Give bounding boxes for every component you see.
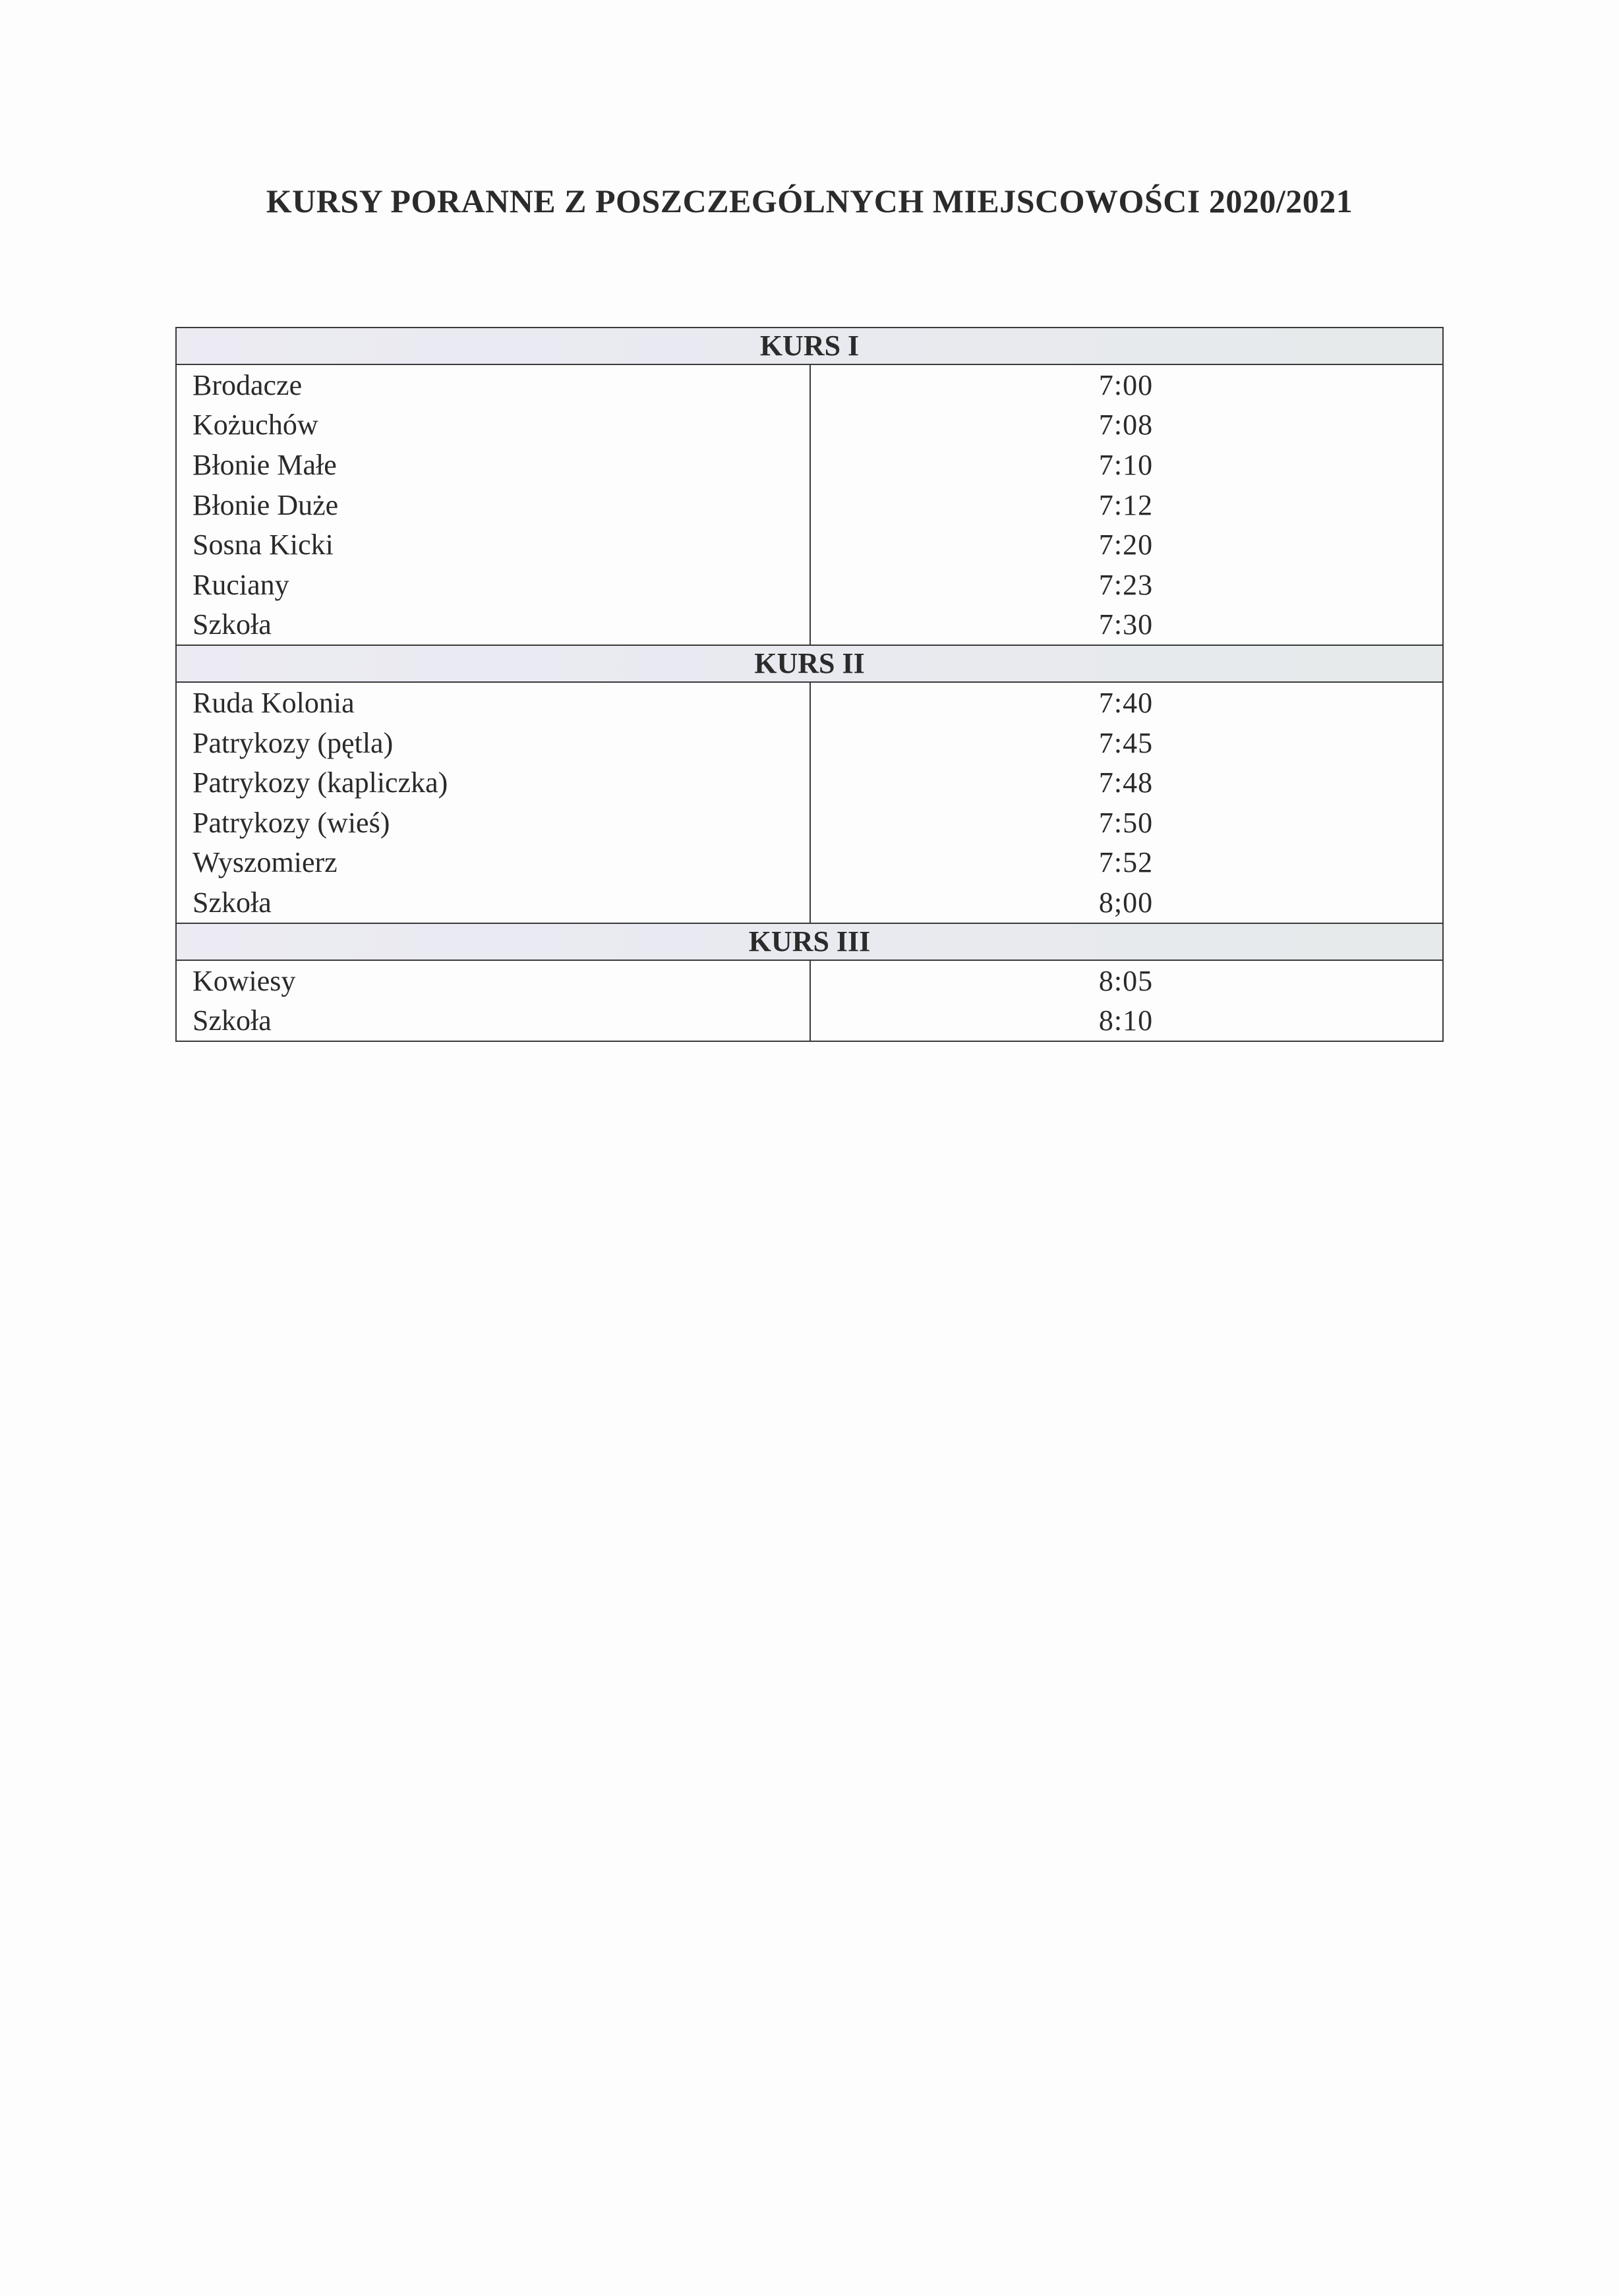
table-row — [177, 762, 1442, 803]
course-header: KURS I — [177, 328, 1442, 365]
stop-place: Wyszomierz — [192, 846, 338, 879]
course-header: KURS III — [177, 923, 1442, 961]
stop-place: Patrykozy (kapliczka) — [192, 766, 448, 799]
table-row — [177, 365, 1442, 405]
stop-place: Sosna Kicki — [192, 529, 334, 561]
stop-place: Brodacze — [192, 368, 303, 401]
table-row — [177, 961, 1442, 1001]
stop-time: 7:20 — [1098, 529, 1154, 561]
table-row — [177, 843, 1442, 883]
stop-time: 7:45 — [1098, 726, 1154, 759]
course-rows — [177, 683, 1442, 923]
stop-time: 7:10 — [1098, 448, 1154, 481]
table-row — [177, 445, 1442, 485]
stop-place: Szkoła — [192, 1004, 272, 1037]
table-row — [177, 605, 1442, 645]
stop-time: 7:52 — [1098, 846, 1154, 879]
stop-place: Ruda Kolonia — [192, 686, 355, 719]
stop-time: 7:50 — [1098, 806, 1154, 839]
stop-time: 7:00 — [1098, 368, 1154, 401]
table-row — [177, 565, 1442, 605]
table-row — [177, 803, 1442, 843]
stop-place: Ruciany — [192, 568, 289, 601]
stop-place: Błonie Małe — [192, 448, 337, 481]
course-rows — [177, 961, 1442, 1041]
stop-time: 7:08 — [1098, 409, 1154, 442]
stop-place: Kowiesy — [192, 964, 296, 997]
stop-time: 7:23 — [1098, 568, 1154, 601]
page-title: KURSY PORANNE Z POSZCZEGÓLNYCH MIEJSCOWOŚCI 2020/2021 — [266, 183, 1353, 219]
course-rows — [177, 365, 1442, 645]
stop-time: 7:12 — [1098, 488, 1154, 521]
stop-place: Szkoła — [192, 608, 272, 641]
stop-place: Patrykozy (wieś) — [192, 806, 390, 839]
table-row — [177, 1000, 1442, 1041]
stop-place: Kożuchów — [192, 409, 318, 442]
table-row — [177, 882, 1442, 923]
stop-time: 7:40 — [1098, 686, 1154, 719]
stop-place: Patrykozy (pętla) — [192, 726, 394, 759]
table-row — [177, 405, 1442, 445]
stop-time: 8;00 — [1098, 886, 1154, 919]
stop-place: Błonie Duże — [192, 488, 339, 521]
table-row — [177, 525, 1442, 565]
table-row — [177, 683, 1442, 723]
schedule-table — [175, 327, 1444, 1042]
stop-time: 7:48 — [1098, 766, 1154, 799]
stop-time: 7:30 — [1098, 608, 1154, 641]
table-row — [177, 485, 1442, 525]
stop-place: Szkoła — [192, 886, 272, 919]
course-header: KURS II — [177, 645, 1442, 683]
table-row — [177, 723, 1442, 763]
stop-time: 8:10 — [1098, 1004, 1154, 1037]
stop-time: 8:05 — [1098, 964, 1154, 997]
